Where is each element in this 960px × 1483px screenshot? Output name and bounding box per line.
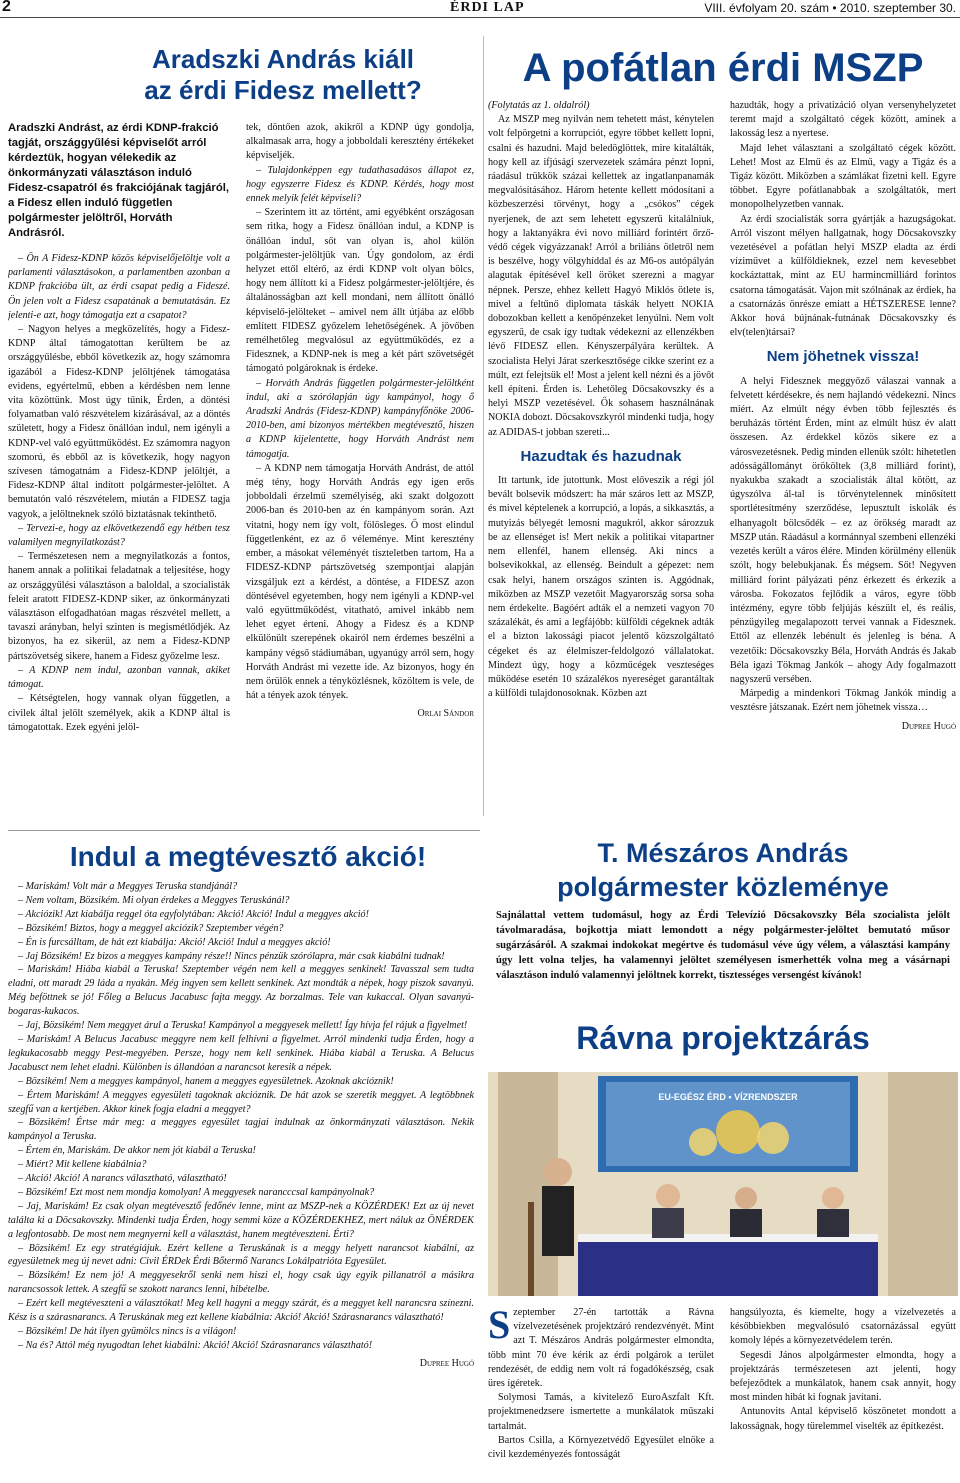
photo-illustration	[488, 1072, 958, 1296]
event-photo	[488, 1072, 958, 1296]
paragraph-text: – Nagyon helyes a megközelítés, hogy a Fidesz-KDNP által támogatottan kerültem be az országgyűlésbe, ebből következik az, hogy számomra igazából a Fidesz-KDNP jelöltjének támogatása evidens, egyértelmű, ebben a kérdésben nem lenne vita közöttünk. Most úgy tűnik, Érden, a döntési folyamatban való részvételem kizárásával, az a döntés született, hogy a Fidesz önállóan indul, nem igényli a KDNP-vel való együttműködést. Ez számomra nagyon szomorú, és ebből az is következik, hogy nagyon szívesen támogatnám a Fidesz-KDNP jelöltjét, a Fidesz-KDNP által indított polgármester-jelöltet. A bemutatón való részvételem, miután a FIDESZ tagja vagyok, a jelöltneknek szóló biztatásnak tekinthető.	[8, 324, 230, 520]
paragraph	[488, 99, 714, 113]
paragraph-text: – Természetesen nem a megnyilatkozás a fontos, hanem annak a politikai feladatnak a teljesítése, hogy az országgyűlési választáson a baloldal, a szocialisták feleit aratott FIDESZ-KDNP siker, az önkormányzati választáson elfogadhatóan magas részvétel mellett, a tavaszi arányban, helyi szinten is megismétlődjék. Az bizonyos, ha ez sikerül, az nem a Fidesz-KDNP pártszövetség sikere, hanem a Fidesz győzelme lesz.	[8, 551, 230, 662]
article2-title: A pofátlan érdi MSZP	[522, 46, 924, 90]
paragraph-text: Márpedig a mindenkori Tökmag Jankók mindig a vesztésre játszanak. Ezért nem jöhetnek vissza…	[730, 688, 956, 714]
article4-column2	[730, 1306, 956, 1482]
notice-body: Sajnálattal vettem tudomásul, hogy az Érdi Televízió Döcsakovszky Béla szocialista jelölt távolmaradása, bojkottja miatt lemondott a négy polgármester-jelöltet bemutató műsor sugárzásáról. A szakmai indokokat megértve és tudomásul véve úgy vélem, a választási kampány úgy lett volna teljes, ha valamennyi jelöltet személyesen ismerhették volna meg a vásárnapi választáson induló valamennyi jelöltnek korrekt, tisztességes versengést kívánok!	[496, 910, 950, 981]
dialogue-line: – Én is furcsálltam, de hát ezt kiabálja: Akció! Akció! Indul a meggyes akció!	[18, 936, 331, 948]
dialogue-line: – Mariskám! Hiába kiabál a Teruska! Szeptember végén nem kell a meggyes senkinek! Tavasszal sem tudta eladni, ott maradt 29 láda a nyakán. Még ingyen sem kellett senkinek. Azt mondták a népek, hogy piszok savanyú. Még beföttnek se jó! Főleg a Belucus Jacabusc fajta meggy. Az borzalmas. Tele van kukaccal. Olyan savanyú-bogaras-kukacos.	[8, 964, 474, 1018]
mayor-notice	[488, 836, 958, 1016]
paragraph	[246, 462, 474, 703]
paragraph-text: – Tulajdonképpen egy tudathasadásos állapot ez, hogy egyszerre Fidesz és KDNP. Kérdés, hogy most ennek melyik felét képviseli?	[246, 164, 474, 205]
section-heading: Hazudtak és hazudnak	[520, 447, 682, 465]
article1-title	[88, 44, 478, 106]
paragraph	[246, 164, 474, 207]
paragraph	[730, 1306, 956, 1349]
section-heading: Nem jöhetnek vissza!	[766, 348, 920, 366]
paragraph-text: Bartos Csilla, a Környezetvédő Egyesület elnöke a civil kezdeményezés fontosságát	[488, 1434, 714, 1461]
drop-cap: S	[488, 1306, 511, 1347]
paragraph-text: – Horváth András független polgármester-jelöltként indul, aki a szórólapján úgy kampányol, hogy ő Aradszki András (Fidesz-KDNP) kampányfőnöke 2006-2010-ben, ami bizonyos mértékben megtévesztő, hiszen a KDNP kijelentette, hogy Horváth Andrást nem támogatja.	[246, 377, 474, 460]
page-header	[0, 0, 960, 18]
dialogue-line: – Bözsikém! Ez nem jó! A meggyesekről senki nem hiszi el, hogy csak úgy egyik pillanatról a másikra narancsossok lettek. A szegfű se szokott narancs lenni, hibételbe.	[8, 1270, 474, 1296]
paragraph	[730, 687, 956, 715]
article1-title-line1: Aradszki András kiáll	[151, 44, 415, 74]
paragraph-text: Az érdi szocialisták sorra gyártják a hazugságokat. Arról viszont mélyen hallgatnak, hogy Döcsakovszky vezetésével a pofátlan helyi MSZP eladta az érdi víziművet a külföldieknek, ezzel nem kevesebbet kockáztattak, mint az EU harmincmilliárd forintos csatorna támogatását. Vajon mit szólnának az érdiek, ha a csatornázás önrésze emiatt a HÉTSZERESE lenne? Akkor hová bújnának-futnának Döcsakovszky és elv(telen)társai?	[730, 213, 956, 339]
dialogue-line: – Nem voltam, Bözsikém. Mi olyan érdekes a Meggyes Teruskánál?	[18, 894, 290, 906]
photo-banner-text: EU-EGÉSZ ÉRD • VÍZRENDSZER	[658, 1092, 798, 1102]
dialogue-line: – Akciózik! Azt kiabálja reggel óta egyfolytában: Akció! Akció! Indul a meggyes akció!	[18, 908, 369, 920]
dialogue-line: – Mariskám! A Belucus Jacabusc meggyre nem kell felhívni a figyelmet. Arról mindenki tudja Érden, hogy a legkukacosabb meggy Pest-megyében. Persze, hogy nem kell senkinek. Hiába kiabál a Teruska. A Belucus Jacabusct nem lehet eladni. Különben is állandóan a narancsot keresik a népek.	[8, 1033, 474, 1073]
paragraph-text: Az MSZP meg nyilván nem tehetett mást, kénytelen volt felpörgetni a korrupciót, egyre többet kellett lopni, csalni és hazudni. Majd beledöglöttek, mire kitalálták, hogy kell az ifjúsági szervezetek számára pénzt lopni, ráadásul trükkök százai kellettek az ingatlanpanamák megvalósításához. Három hetente kellett módosítani a közbeszerzési törvényt, hogy a „csókos” cégek nyerjenek, de azt sem lehetett egyszerű kitalálniuk, hogy a laktanyákra évi novo milliárd forintért őrző-védő cégek vigyázzanak! Arról a briliáns ötletről nem is beszélve, hogy völgyhíddal és az M6-os autópályán alagutak építésével kell öröket szerezni a magyar népnek. Persze, ehhez kellett Hagyó Miklós ötlete is, mivel a feltűnő diplomata táskák helyett NOKIA dobozokban kellett a kenőpénzeket lenyúlni. Nem volt egyszerű, de csak így tudtak védekezni az ellenzékben lévő FIDESZ ellen. Kényszerpályára kerültek. A szocialista Helyi Járat szerkesztősége cikke szerint ez a múlt, ezt felejtsük el! Most a jelent kell nézni és a jövőt kell építeni. Érden is. Lehetőleg Döcsakovszky és a helyi MSZP vezetésével. Ők sohasem használnának NOKIA dobozt. Döcsakovszkyról mindenki tudja, hogy az ADIDAS-t jobban szereti...	[488, 114, 714, 438]
paragraph	[730, 1405, 956, 1433]
article3-body	[8, 880, 474, 1480]
paragraph	[8, 323, 230, 522]
article1-column2	[246, 121, 474, 821]
article1-column1	[8, 252, 230, 822]
paragraph-text: Antunovits Antal képviselő köszönetet mondott a lakosságnak, hogy türelemmel viselték az építkezést.	[730, 1406, 956, 1432]
paragraph-text: hazudták, hogy a privatizáció olyan versenyhelyzetet teremt majd a szolgáltató cégek között, aminek a lakosság lesz a nyertese.	[730, 100, 956, 140]
paragraph-text: tek, döntően azok, akikről a KDNP úgy gondolja, alkalmasak arra, hogy a jobboldali keresztény értékeket képviseljék.	[246, 122, 474, 162]
paragraph	[488, 1391, 714, 1434]
dialogue-line: – Bözsikém! De hát ilyen gyümölcs nincs is a világon!	[18, 1326, 237, 1337]
paragraph	[246, 377, 474, 462]
paragraph-text: zeptember 27-én tartották a Rávna vízelvezetésének projektzáró rendezvényét. Mint azt T. Mészáros András polgármester elmondta, több mint 70 éve kérik az érdi polgárok a terület rendezését, de eddig nem volt rá fogadókészség, csak üres ígéretek.	[488, 1307, 714, 1390]
dialogue-line: – Jaj, Mariskám! Ez csak olyan megtévesztő fedőnév lenne, mint az MSZP-nek a KÖZÉRDEK! Ezt az új nevet találta ki a Döcsakovszky. Mindenki tudja Érden, hogy semmi köze a KÖZÉRDEKHEZ, mert náluk az ÖNÉRDEK a legfontosabb. De most nem megnyerni kell a választást, hanem megtéveszteni. Érti?	[8, 1200, 474, 1240]
paragraph-text: A helyi Fidesznek meggyőző válaszai vannak a felvetett kérdésekre, és nem hajlandó védekezni. Nincs miért. Az elmúlt négy évben több fejlesztés és beruházás történt Érden, mint az elmúlt húsz év alatt összesen. Az érdekkel közös sikere ez a városvezetésnek. Pedig minden ellenük szólt: hihetetlen adósságállományt örököltek (3,8 milliárd forint), nyakukba szakadt a szocialisták által kötött, az úgyszólva ál-tal is törvénytelennek minősített sportlétesítmény szerződése, lepusztult iskolák és elhanyagolt bölcsődék – ez az örökség maradt az MSZP után. Ráadásul a kormánnyal szembeni ellenzéki vezetés került a város élére. Minden körülmény ellenük szólt, hogy belebukjanak. És mégsem. Sőt! Negyven milliárd forint pályázati pénz érkezett és érkezik a városba. Fokozatos fejlődik a város, egyre több intézmény, egyre több feljújás készült el, és reális, pénzügyileg megalapozott tervei vannak a Fidesznek. Ettől az ellenzék lebénult és jelenleg is béna. A vezetőik: Döcsakovszky Béla, Horváth András és Jakab Béla igazi Tökmag Jankók – ahogy Ady fogalmazott nagyszerű versében.	[730, 375, 956, 685]
paragraph	[488, 474, 714, 701]
notice-title-line2: polgármester közleménye	[557, 872, 889, 902]
paragraph-text: – Tervezi-e, hogy az elkövetkezendő egy hétben tesz valamilyen megnyilatkozást?	[8, 522, 230, 549]
paragraph-text: – Ön A Fidesz-KDNP közös képviselőjelöltje volt a parlamenti választásokon, a parlamentben azonban a KDNP frakcióba ült, az érdi csapat pedig a Fideszé. Ön jelen volt a Fidesz csapatának a bemutatásán. Ez jelenti-e azt, hogy támogatja ezt a csapatot?	[8, 253, 230, 321]
article1-lead: Aradszki Andrást, az érdi KDNP-frakció tagját, országgyűlési képviselőt arról kérdeztük, hogyan vélekedik az önkormányzati választáson induló Fidesz-csapatról és frakciójának tagjáról, a Fidesz ellen induló független polgármester jelöltről, Horváth Andrásról.	[8, 122, 230, 239]
paragraph	[730, 142, 956, 213]
dialogue-line: – Bözsikém! Nem a meggyes kampányol, hanem a meggyes egyesületnek. Azoknak akcióznik!	[18, 1075, 394, 1087]
author-signature: Orlai Sándor	[417, 708, 474, 720]
paragraph-text: – A KDNP nem indul, azonban vannak, akiket támogat.	[8, 664, 230, 691]
masthead: ÉRDI LAP	[450, 0, 525, 15]
dialogue-line: – Akció! Akció! A narancs választható, választható!	[18, 1173, 227, 1185]
paragraph	[8, 692, 230, 735]
dialogue-line: – Mariskám! Volt már a Meggyes Teruska standjánál?	[18, 881, 238, 892]
paragraph	[730, 99, 956, 142]
dialogue-line: – Bözsikém! Értse már meg: a meggyes egyesület tagjai indulnak az önkormányzati választáson. Nekik kampányol a Teruska.	[8, 1117, 474, 1143]
notice-title-line1: T. Mészáros András	[597, 838, 849, 868]
dialogue-line: – Miért? Mit kellene kiabálnia?	[18, 1159, 147, 1171]
dialogue-line: – Ezért kell megtéveszteni a választókat! Meg kell hagyni a meggy szárát, és a meggyet kell narancsra színezni. Kész is a szárasnarancs. A Teruskának meg ezt kellene kiabálnia: Akció! Akció! Szárasnarancs választható!	[8, 1298, 474, 1324]
article4-title: Rávna projektzárás	[576, 1020, 870, 1056]
paragraph	[8, 664, 230, 692]
article2-column1	[488, 99, 714, 821]
dialogue-line: – Jaj Bözsikém! Ez bizos a meggyes kampány része!! Nincs pénzük szórólapra, már csak kiabálni tudnak!	[18, 950, 445, 962]
dialogue-line: – Bözsikém! Biztos, hogy a meggyel akciózik? Szeptember végén?	[18, 922, 284, 934]
page-number: 2	[2, 0, 11, 15]
article1-title-line2: az érdi Fidesz mellett?	[144, 75, 422, 105]
paragraph	[488, 1434, 714, 1462]
paragraph	[730, 1349, 956, 1406]
column-divider	[483, 36, 484, 816]
dialogue-line: – Na és? Attól még nyugodtan lehet kiabálni: Akció! Akció! Szárasnarancs választható!	[18, 1339, 373, 1351]
article3-title: Indul a megtévesztő akció!	[69, 841, 427, 872]
paragraph	[8, 522, 230, 550]
paragraph-text: (Folytatás az 1. oldalról)	[488, 100, 590, 111]
issue-info: VIII. évfolyam 20. szám • 2010. szeptember 30.	[704, 1, 956, 15]
paragraph	[488, 1306, 714, 1391]
dialogue-line: – Értem Mariskám! A meggyes egyesületi tagoknak akcióznik. De hát azok se szeretik meggyet. A legtöbbnek szegfű van a kertjében. Akkor kinek fogja eladni a meggyet?	[8, 1089, 474, 1115]
paragraph-text: Itt tartunk, ide jutottunk. Most előveszik a régi jól bevált bolsevik módszert: ha már száros lett az MSZP, és mivel képtelenek a korrupció, a lopás, a sikkasztás, a mutyizás bélyegét lemosni magukról, akkor sározzuk be az ellenséget is! Mert nekik a politikai vitapartner nem ellenfél, hanem ellenség. Aki nincs a bolsevikokkal, az ellenség. Beindult a gépezet: nem csak helyi, hanem országos szinten is. Aggódnak, miközben az MSZP vezetőit Magyarország sorsa soha nem érdekelte. Bagóért adták el a nemzeti vagyon 70 százalékát, és ami a legfájóbb: külföldi cégeknek adták el a bizton lakossági piacot jelentő közszolgáltató cégeket és az élelmiszer-feldolgozó vállalatokat. Mindezt úgy, hogy a közműcégek veszteséges működése esetén 10 százalékos nyereséget garantáltak a külföldi tulajdonosoknak. Közben azt	[488, 475, 714, 700]
paragraph	[8, 550, 230, 664]
paragraph-text: – Kétségtelen, hogy vannak olyan független, a civilek által jelölt személyek, akik a KDNP által is támogatottak. Ezek egyéni jelöl-	[8, 693, 230, 733]
paragraph	[8, 252, 230, 323]
paragraph-text: – Szerintem itt az történt, ami egyébként országosan sem ritka, hogy a Fidesz önállóan indul, a KDNP is önállóan indul, sőt van olyan is, ahol külön polgármester-jelöltjük van. Úgy gondolom, az érdi helyzet ettől eltérő, az érdi KDNP volt olyan bölcs, hogy nem állított ki a Fidesz polgármester-jelöltjére, és általánosságban azt kell mondani, nem állított önálló képviselő-jelölteket – amivel nem állt útjába az előbb említett FIDESZ győzelem lehetőségének. A jövőben remélhetőleg megvalósul az együttműködés, ez a Fidesznek, a KDNP-nek is meg a két párt szövetségét támogató polgároknak is érdeke.	[246, 207, 474, 375]
dialogue-line: – Bözsikém! Ezt most nem mondja komolyan! A meggyesek narancccsal kampányolnak?	[18, 1186, 375, 1198]
dialogue-line: – Értem én, Mariskám. De akkor nem jót kiabál a Teruska!	[18, 1145, 256, 1157]
dialogue-line: – Bözsikém! Ez egy stratégiájuk. Ezért kellene a Teruskának is a meggy helyett narancsot kiabálni, az egyesületnek meg új nevet adni: Civil ÉRDek Érdi Bőtermő Narancs Lokálpatrióta Egyesület.	[8, 1242, 474, 1268]
article4-column1	[488, 1306, 714, 1482]
paragraph	[730, 375, 956, 687]
dialogue-line: – Jaj, Bözsikém! Nem meggyet árul a Teruska! Kampányol a meggyesek mellett! Így hívja fel rájuk a figyelmet!	[18, 1020, 468, 1032]
paragraph-text: Segesdi János alpolgármester elmondta, hogy a projektzárás természetesen azt jelenti, hogy befejeződtek a munkálatok, hanem csak annyit, hogy most minden hibát ki fognak javítani.	[730, 1349, 956, 1404]
paragraph	[246, 121, 474, 164]
section-divider	[8, 830, 480, 831]
paragraph-text: Majd lehet választani a szolgáltató cégek között. Lehet! Most az Elmű és az Elmű, vagy a Tigáz és a Tigáz között. Miközben a számlákat fizetni kell. Egyre többet. Egyre pofátlanabbak a szolgáltatók, mert monopolhelyzetben vannak.	[730, 142, 956, 211]
paragraph-text: – A KDNP nem támogatja Horváth Andrást, de attól még tény, hogy Horváth András egy igen erős jobboldali érzelmű személyiség, aki szakt dolgozott 2006-ban és 2010-ben az én kampányom során. Azt vitatni, hogy nem így volt, fölösleges. Ő most elindul függetlenként, ez az ő véleménye. Mint keresztény ember, a másokat véleményét tiszteletben tartom, Ha a FIDESZ-KDNP pártszövetség szempontjai alapján vizsgáljuk ezt a kérdést, a döntése, a FIDESZ azon döntésével egyetemben, hogy nem igényli a KDNP-vel való együttműködést, vitatható, amivel inkább nem lehet egyet érteni. Ahogy a Fidesz és a KDNP elkülönült szerepének okairól nem érdemes beszélni a kampány végső stádiumában, ugyanúgy arról sem, hogy Horváth Andrást mi vezette ide. Az bizonyos, hogy én nem örülök ennek a tényközlésnek, közöltem is vele, de hát a tények azok tények.	[246, 462, 474, 702]
paragraph	[246, 206, 474, 376]
article2-column2	[730, 99, 956, 821]
paragraph-text: Solymosi Tamás, a kivitelező EuroAszfalt Kft. projektmenedzsere ismertette a munkálatok műszaki tartalmát.	[488, 1392, 714, 1432]
author-signature: Dupree Hugó	[901, 720, 956, 732]
paragraph	[488, 113, 714, 440]
paragraph-text: hangsúlyozta, és kiemelte, hogy a vízelvezetés a későbbiekben megvalósuló csatornázással együtt komoly lépés a környezetvédelem terén.	[730, 1307, 956, 1347]
author-signature: Dupree Hugó	[419, 1357, 474, 1369]
paragraph	[730, 213, 956, 341]
